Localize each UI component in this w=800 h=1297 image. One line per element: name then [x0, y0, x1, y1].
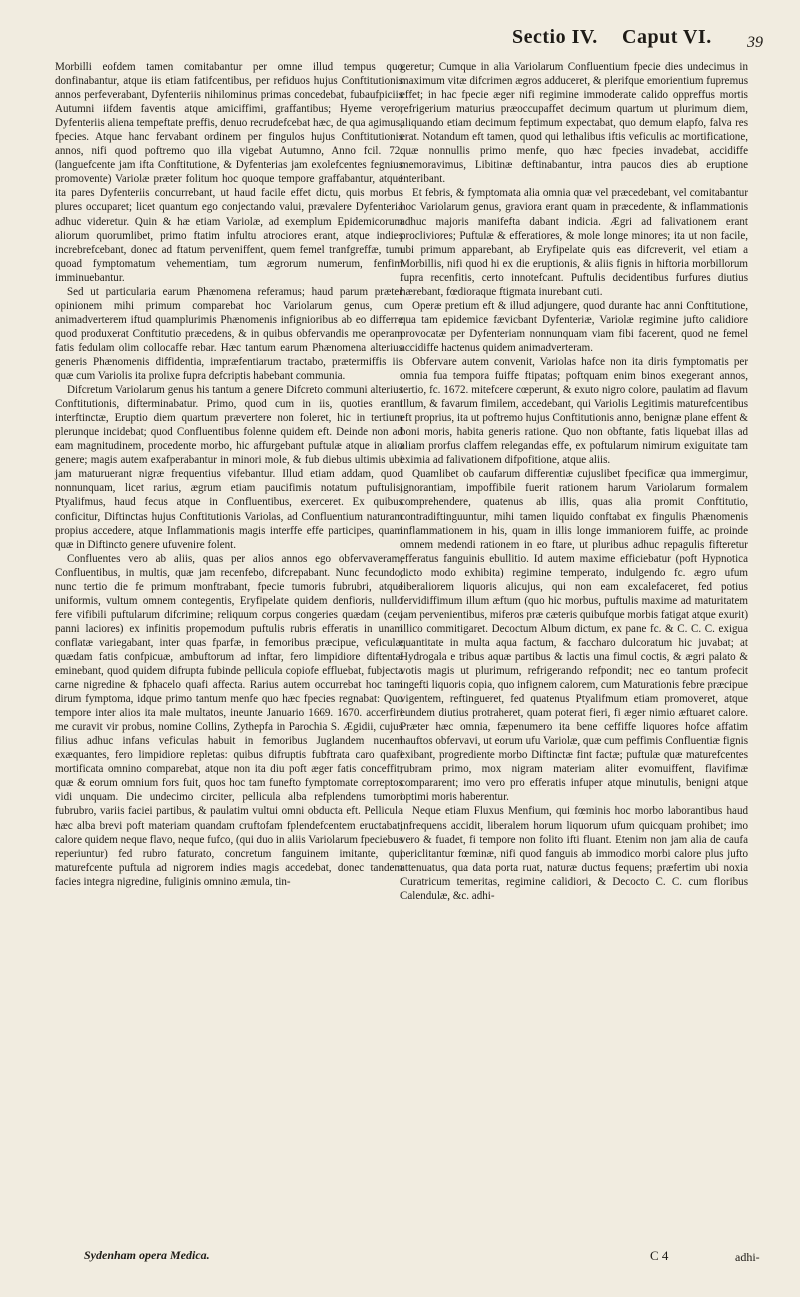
signature-mark: C 4 [650, 1248, 669, 1263]
page-number: 39 [747, 34, 763, 51]
paragraph: Morbilli eofdem tamen comitabantur per omne illud tempus quo donfinabantur, atque iis etiam fatifcentibus, per refiduos hujus Conftitutionis annos perfeverabant, Dyfenteriis nihilominus primas concedebat, fubaufpiciis Autumni iifdem faventis atque amiciffimi, graffantibus; Hyeme vero, Dyfenteriis aliena tempeftate preffis, denuo recrudefcebat hæc, de qua agimus, fpecies. Atque hanc fervabant ordinem per fingulos hujus Conftitutionis annos, nifi quod poftremo quo illa vigebat Autumno, Anno fcil. 72. (languefcente jam ifta Conftitutione, & Dyfenterias jam exolefcentes fegnius promovente) Variolæ præter folitum hoc quoque tempore graffabantur, atque ita pares Dyfenteriis concurrebant, ut haud facile effet dictu, quis morbus plures occuparet; licet quantum ego conjectando valui, prævalere Dyfenteria adhuc videretur. Quin & hæ etiam Variolæ, ad exemplum Epidemicorum aliorum quorumlibet, primo ftatim infultu atrociores erant, atque indies increbrefcebant, donec ad ftatum perveniffent, quem femel tranfgreffæ, tum quoad fymptomatum vehementiam, tum ægrorum numerum, fenfim imminuebantur. [55, 61, 403, 284]
paragraph: Operæ pretium eft & illud adjungere, quod durante hac anni Conftitutione, qua tam epidemice fævicbant Dyfenteriæ, Variolæ regimine jufto calidiore provocatæ per Dyfenteriam nonnunquam viam fibi facerent, quod ne femel accidiffe hactenus quidem animadverteram. [400, 299, 748, 354]
left-text-column [55, 60, 403, 889]
catchword: adhi- [735, 1250, 760, 1264]
section-heading: Sectio IV. [512, 26, 598, 48]
paragraph: Quamlibet ob caufarum differentiæ cujuslibet fpecificæ qua immergimur, ignorantiam, impoffibile fuerit rationem harum Variolarum formalem comprehendere, quatenus ab illis, quas alia promit Conftitutio, contradiftinguuntur, mihi tamen liquido conftabat ex fingulis Phænomenis inflammationem in his, quam in illis longe immaniorem fuiffe, ac proinde omnem medendi rationem in eo ftare, ut pluribus adhuc repagulis fifteretur efferatus fanguinis ebullitio. Id autem maxime efficiebatur (poft Hypnotica dicto modo exhibita) regimine temperato, indulgendo fc. ægro ufum liberaliorem liquoris alicujus, qui non eam excalefaceret, fed potius fervidiffimum illum æftum (quo hic morbus, puftulis maxime ad maturitatem jam pervenientibus, miferos præ cæteris quibufque morbis fatigat atque exurit) illico commitigaret. Decoctum Album dictum, ex pane fc. & C. C. C. exigua quantitate in multa aqua factum, & faccharo dulcoratum hic juvabat; at Hydrogala e tribus aquæ partibus & lactis una fimul coctis, & ægri palato & votis magis ut plurimum, refrigerando refpondit; nec eo tantum profecit ingefti liquoris copia, quo infignem calorem, cum Maturationis febre præcipue vigentem, reftingueret, fed quatenus Ptyalifmum etiam promoveret, atque eundem diutius protraheret, quam poterat fieri, fi æger nimio æftuaret calore. Præter hæc omnia, fæpenumero ita bene ceffiffe liquores hofce affatim hauftos obfervavi, ut eorum ufu Variolæ, quæ cum peffimis Confluentiæ fignis exibant, progrediente morbo Diftinctæ fint factæ; puftulæ quæ maturefcentes rubram primo, mox nigram materiam aliter evomuiffent, flavifimæ compararent; imo vero pro efferatis infuper atque minutulis, benigni atque optimi moris haberentur. [400, 468, 748, 804]
right-text-column [400, 60, 748, 903]
paragraph: geretur; Cumque in alia Variolarum Confluentium fpecie dies undecimus in maximum vitæ difcrimen ægros adduceret, & plerifque emorientium fupremus effet; in hac fpecie æger nifi regimine immoderate calido oppreffus mortis refrigerium maturius præoccupaffet decimum quartum ut plurimum diem, aliquando etiam decimum feptimum expectabat, quo demum elapfo, falva res erat. Notandum eft tamen, quod qui lethalibus iftis veficulis ac mortificatione, quæ nonnullis primo menfe, quo hæc fpecies invadebat, accidiffe memoravimus, Libitinæ deftinabantur, intra paucos dies ab eruptione interibant. [400, 61, 748, 186]
paragraph: Neque etiam Fluxus Menfium, qui fœminis hoc morbo laborantibus haud infrequens accidit, liberalem horum liquorum ufum quicquam prohibet; imo vero & fuadet, fi tempore non folito ifti fluant. Etenim non jam alia de caufa periclitantur fœminæ, nifi quod fanguis ab immodico morbi calore plus jufto attenuatus, qua data porta ruat, naturæ ductus fequens; præfertim ubi noxia Curatricum temeritas, regimine calidiori, & Decocto C. C. cum floribus Calendulæ, &c. adhi- [400, 805, 748, 902]
running-title: Sydenham opera Medica. [84, 1248, 210, 1262]
paragraph: Obfervare autem convenit, Variolas hafce non ita diris fymptomatis per omnia fua tempora fuiffe ftipatas; poftquam enim binos exegerant annos, tertio, fc. 1672. mitefcere cœperunt, & exuto nigro colore, paulatim ad flavum illum, & favarum fimilem, accedebant, qui Variolis Legitimis maturefcentibus eft proprius, ita ut poftremo hujus Conftitutionis anno, benignæ plane effent & boni moris, habita generis ratione. Quo non obftante, fatis liquebat illas ad aliam prorfus claffem relegandas effe, ex poftularum nimirum exiguitate tam eximia ad falivationem difpofitione, atque aliis. [400, 355, 748, 467]
chapter-heading: Caput VI. [622, 26, 712, 48]
paragraph: Et febris, & fymptomata alia omnia quæ vel præcedebant, vel comitabantur hoc Variolarum genus, graviora erant quam in præcedente, & inflammationis adhuc majoris manifefta dabant indicia. Ægri ad falivationem erant procliviores; Puftulæ & efferatiores, & mole longe minores; ita ut non facile, ubi primum apparebant, ab Eryfipelate quis eas difcreverit, vel etiam a Morbillis, nifi quod hi ex die eruptionis, & aliis fignis in hiftoria morbillorum fupra recenfitis, certo innotefcant. Puftulis decidentibus furfures diutius hærebant, fœdioraque ftigmata inurebant cuti. [400, 187, 748, 298]
paragraph: Sed ut particularia earum Phænomena referamus; haud parum præter opinionem mihi primum comparebat hoc Variolarum genus, cum animadverterem iftud quamplurimis Phænomenis infignioribus ab eo differre quod produxerat Conftitutio præcedens, & in quibus obfervandis me operam fatis fedulam olim collocaffe rebar. Hæc tantum earum Phænomena alterius generis Phænomenis diffidentia, impræfentiarum tractabo, prætermiffis iis quæ cum Variolis ita prolixe fupra defcriptis habebant communia. [55, 285, 403, 383]
paragraph: Difcretum Variolarum genus his tantum a genere Difcreto communi alterius Conftitutionis, difterminabatur. Primo, quod cum in iis, quoties erant interftinctæ, Eruptio diem quartum prævertere non foleret, hic in tertium plerunque incidebat; quod Confluentibus folenne quidem eft. Deinde non ad eam magnitudinem, procedente morbo, hic affurgebant puftulæ atque in alio genere; magis autem exafperabantur in minori mole, & fub diebus ultimis ubi jam maturuerant nigræ frequentius vifebantur. Illud etiam addam, quod nonnunquam, licet rarius, ægrum etiam paucifimis notatum puftulis, Ptyalifmus, haud fecus atque in Confluentibus, exerceret. Ex quibus conficitur, Diftinctas hujus Conftitutionis Variolas, ad Confluentium naturam propius accedere, atque Inflammationis magis interffe effe participes, quam quæ in Diftincto genere ufuvenire folent. [55, 384, 403, 551]
paragraph: Confluentes vero ab aliis, quas per alios annos ego obfervaveram, Confluentibus, in multis, quæ jam recenfebo, difcrepabant. Nunc fecundo, nunc tertio die fe primum monftrabant, fpecie tumoris fubrubri, atque uniformis, vultum omnem contegentis, Eryfipelate quidem denfioris, nullo fere vifibili puftularum difcrimine; reliquum corpus congeries quædam (ceu panni laciores) ex infinitis propemodum puftulis rubris efferatis in unam conflatæ variegabant, inter quas fparfæ, in femoribus præcipue, veficulæ quædam fatis confpicuæ, ambuftorum ad inftar, fero limpidiore diftentæ eminebant, quod quidem difrupta fubinde pellicula copiofe effluebat, fubjecta carne nigredine & fphacelo quafi affecta. Rarius autem occurrebat hoc tam dirum fymptoma, idque primo tantum menfe quo hæc fpecies regnabat: Quo tempore inter alios ita male multatos, ineunte Januario 1669. 1670. accerfiri me curavit vir probus, nomine Collins, Zythepfa in Parochia S. Ægidii, cujus filius adhuc infans veficulas habuit in femoribus Juglandem nucem exæquantes, fero limpidiore repletas: quibus difruptis fubftrata caro quafi mortificata omnino comparebat, atque non ita diu poft æger fatis conceffit; quæ & eorum omnium fors fuit, quos hoc tam funefto fymptomate correptos vidi unquam. Die undecimo circiter, pellicula alba refplendens tumori fubrubro, variis faciei partibus, & paulatim vultui omni obducta eft. Pellicula hæc alba brevi poft materiam quandam cruftofam fplendefcentem eructabat, calore quidem neque flavo, neque fufco, (qui duo in aliis Variolarum fpeciebus reperiuntur) fed rubro faturato, concretum fanguinem imitante, qui maturefcente puftula ad nigrorem indies magis accedebat, donec tandem facies integra nigredine, fuliginis omnino æmula, tin- [55, 552, 403, 888]
page-footer [0, 1248, 800, 1272]
page-header [0, 26, 800, 60]
